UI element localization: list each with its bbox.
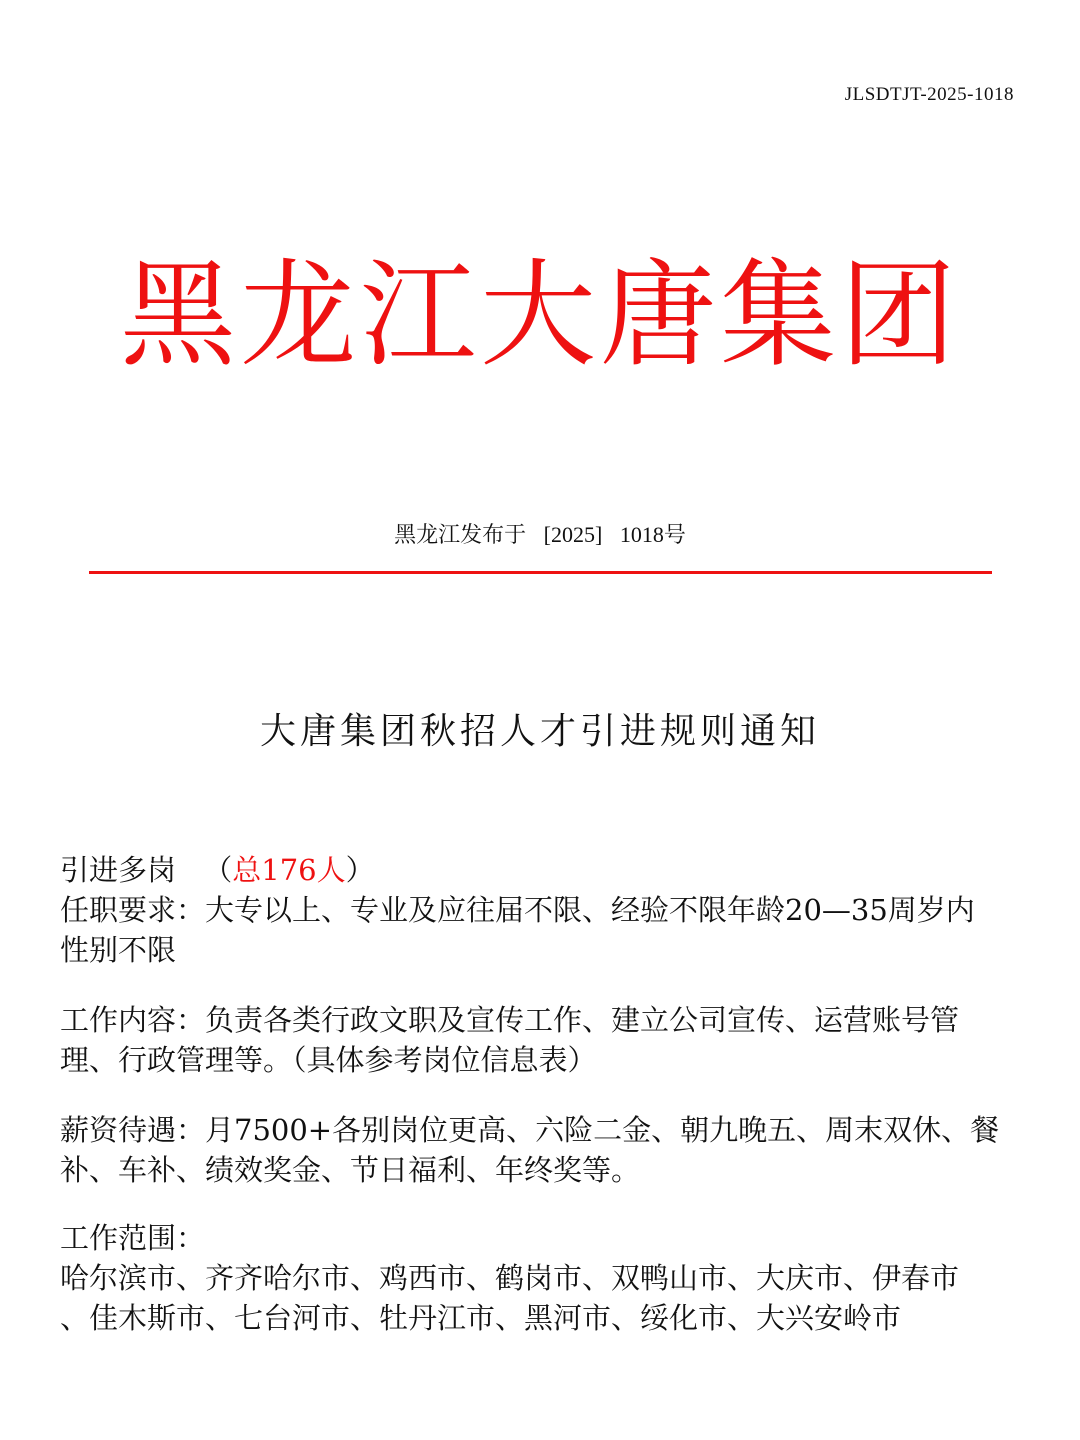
requirements-line-2: 性别不限 <box>60 933 177 967</box>
notice-title: 大唐集团秋招人才引进规则通知 <box>259 711 820 752</box>
requirements-line-1: 任职要求：大专以上、专业及应往届不限、经验不限年龄20—35周岁内 <box>60 893 975 927</box>
job-content-line-2: 理、行政管理等。（具体参考岗位信息表） <box>60 1043 597 1077</box>
masthead-title: 黑龙江大唐集团 <box>120 248 960 383</box>
issue-line <box>0 518 1080 549</box>
document-number: JLSDTJT-2025-1018 <box>844 84 1014 105</box>
recruitment-open-paren: （ <box>203 853 233 887</box>
red-divider <box>89 571 992 574</box>
recruitment-line <box>60 850 1025 890</box>
job-content-line-1: 工作内容：负责各类行政文职及宣传工作、建立公司宣传、运营账号管 <box>60 1003 960 1037</box>
issue-prefix: 黑龙江发布于 <box>394 522 527 547</box>
recruitment-close-paren: ） <box>345 853 375 887</box>
recruitment-count: 总176人 <box>232 853 346 887</box>
salary-line-1: 薪资待遇：月7500+各别岗位更高、六险二金、朝九晚五、周末双休、餐 <box>60 1113 1000 1147</box>
recruitment-label: 引进多岗 <box>60 853 177 887</box>
work-scope-heading: 工作范围： <box>60 1221 206 1255</box>
salary-section <box>60 1110 1025 1190</box>
issue-number: 1018号 <box>619 522 686 547</box>
work-scope-line-2: 、佳木斯市、七台河市、牡丹江市、黑河市、绥化市、大兴安岭市 <box>60 1301 902 1335</box>
work-scope-section <box>60 1218 1025 1338</box>
job-content-section <box>60 1000 1025 1080</box>
intro-section <box>60 850 1025 970</box>
work-scope-line-1: 哈尔滨市、齐齐哈尔市、鸡西市、鹤岗市、双鸭山市、大庆市、伊春市 <box>60 1261 960 1295</box>
salary-line-2: 补、车补、绩效奖金、节日福利、年终奖等。 <box>60 1153 641 1187</box>
issue-year: [2025] <box>543 522 603 547</box>
